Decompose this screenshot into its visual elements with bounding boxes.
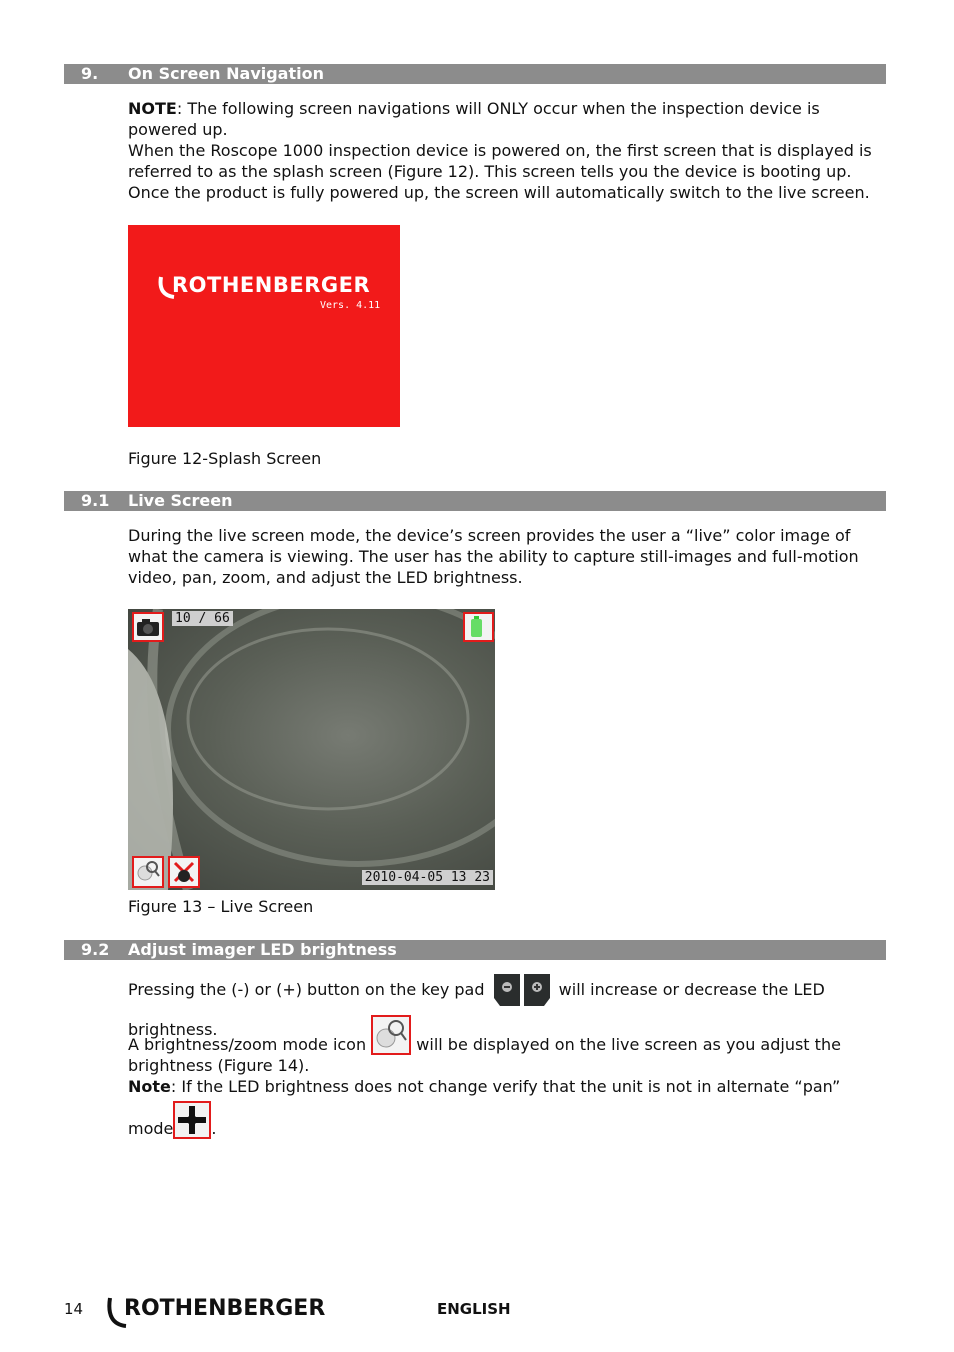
section-title: On Screen Navigation	[128, 64, 324, 83]
intro-paragraph	[128, 98, 878, 203]
section-header-9	[64, 64, 886, 84]
page-number: 14	[64, 1300, 84, 1318]
section-title: Adjust imager LED brightness	[128, 940, 397, 959]
mode-period: .	[211, 1119, 217, 1138]
keypad-buttons-image	[490, 970, 554, 1010]
note-text: : If the LED brightness does not change verify that the unit is not in alternate “pan”	[170, 1077, 841, 1096]
camera-mode-button[interactable]	[132, 612, 164, 642]
led-minus-plus-icon	[490, 970, 554, 1010]
intro-body: When the Roscope 1000 inspection device is powered on, the first screen that is displayed is referred to as the splash screen (Figure 12). This screen tells you the device is booting up. Once the product is fully powered up, the screen will automatically switch to the live screen.	[128, 141, 872, 202]
mode-icon-text-b: will be displayed on the live screen as you adjust the brightness (Figure 14).	[128, 1035, 841, 1075]
note-label: Note	[128, 1077, 171, 1096]
splash-screen-figure	[128, 225, 400, 427]
footer-brand: ROTHENBERGER	[124, 1296, 326, 1321]
splash-version: Vers. 4.11	[320, 300, 381, 311]
pan-cross-icon	[170, 858, 198, 886]
image-counter: 10 / 66	[172, 611, 233, 626]
figure-13-caption: Figure 13 – Live Screen	[128, 897, 314, 916]
note-text: : The following screen navigations will ONLY occur when the inspection device is powered up.	[128, 99, 820, 139]
pan-mode-line	[128, 1101, 878, 1139]
pan-cross-icon	[175, 1103, 209, 1137]
section-header-9-1	[64, 491, 886, 511]
live-paragraph: During the live screen mode, the device’s screen provides the user a “live” color image of what the camera is viewing. The user has the ability to capture still-images and full-motion video, pan, zoom, and adjust the LED brightness.	[128, 526, 859, 587]
camera-view-image	[128, 609, 495, 890]
splash-brand: ROTHENBERGER	[172, 273, 371, 297]
keypad-text-a: Pressing the (-) or (+) button on the key pad	[128, 980, 485, 999]
mode-icon-text-a: A brightness/zoom mode icon	[128, 1035, 367, 1054]
section-header-9-2	[64, 940, 886, 960]
section-number: 9.	[81, 64, 99, 83]
section-number: 9.2	[81, 940, 110, 959]
pan-mode-icon-image	[173, 1101, 211, 1139]
keypad-text-b: will increase or decrease the LED brightness.	[128, 980, 825, 1039]
section-title: Live Screen	[128, 491, 233, 510]
footer-language: ENGLISH	[437, 1300, 511, 1318]
note-label: NOTE	[128, 99, 177, 118]
brightness-zoom-mode-button[interactable]	[132, 856, 164, 888]
camera-icon	[134, 614, 162, 640]
bulb-magnifier-icon	[373, 1017, 409, 1053]
figure-12-caption: Figure 12-Splash Screen	[128, 449, 322, 468]
timestamp: 2010-04-05 13 23	[362, 870, 493, 885]
bulb-magnifier-icon	[134, 858, 162, 886]
section-number: 9.1	[81, 491, 110, 510]
mode-text: mode	[128, 1119, 174, 1138]
mode-icon-paragraph	[128, 1015, 878, 1097]
live-screen-figure	[128, 609, 495, 890]
brightness-zoom-icon-image	[371, 1015, 411, 1055]
battery-indicator	[463, 612, 494, 642]
battery-icon	[465, 614, 492, 640]
pan-mode-button[interactable]	[168, 856, 200, 888]
